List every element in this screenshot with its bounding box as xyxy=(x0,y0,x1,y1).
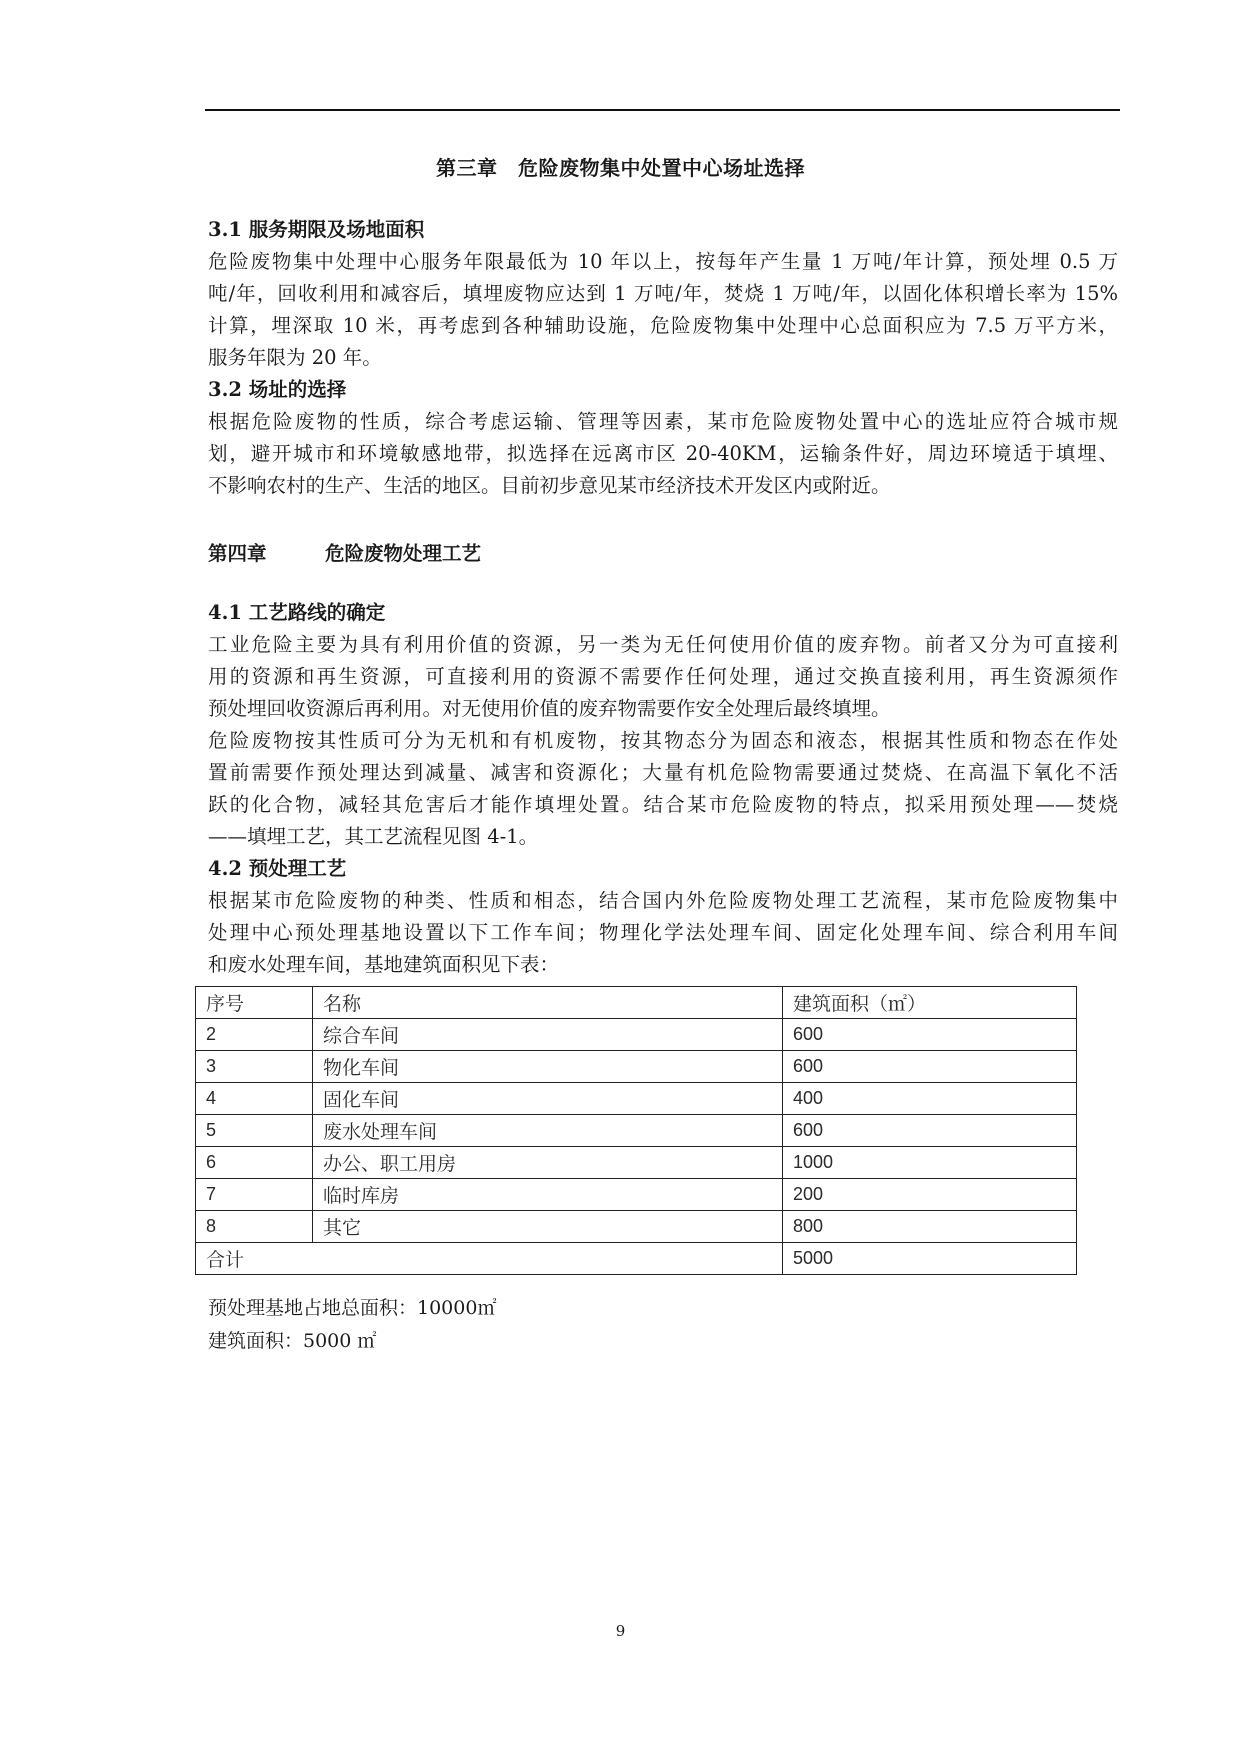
table-cell: 6 xyxy=(196,1147,313,1179)
table-cell: 固化车间 xyxy=(313,1083,783,1115)
header-cell: 名称 xyxy=(313,987,783,1019)
table-cell: 综合车间 xyxy=(313,1019,783,1051)
table-cell: 800 xyxy=(783,1211,1077,1243)
text-line: 置前需要作预处理达到减量、减害和资源化；大量有机危险物需要通过焚烧、在高温下氧化不活 xyxy=(208,761,1118,784)
text-line: 预处埋回收资源后再利用。对无使用价值的废弃物需要作安全处理后最终填埋。 xyxy=(208,697,891,720)
section-3-1 xyxy=(208,214,1118,502)
text-line: ——填埋工艺，其工艺流程见图 4-1。 xyxy=(208,825,539,848)
table-cell: 办公、职工用房 xyxy=(313,1147,783,1179)
table-cell: 600 xyxy=(783,1019,1077,1051)
table-cell: 其它 xyxy=(313,1211,783,1243)
section-3-2-heading: 3.2 场址的选择 xyxy=(208,378,347,401)
text-line: 处理中心预处理基地设置以下工作车间；物理化学法处理车间、固定化处理车间、综合利用车间 xyxy=(208,921,1118,944)
building-area-table xyxy=(195,986,1077,1275)
table-cell: 5 xyxy=(196,1115,313,1147)
section-4-1 xyxy=(208,597,1118,981)
text-line: 危险废物集中处理中心服务年限最低为 10 年以上，按每年产生量 1 万吨/年计算，预处埋 0.5 万 xyxy=(208,250,1118,273)
text-line: 跃的化合物，减轻其危害后才能作填埋处置。结合某市危险废物的特点，拟采用预处理——焚烧 xyxy=(208,793,1118,816)
header-cell: 序号 xyxy=(196,987,313,1019)
text-line: 吨/年，回收利用和减容后，填埋废物应达到 1 万吨/年，焚烧 1 万吨/年，以固化体积增长率为 15% xyxy=(208,282,1118,305)
text-line: 根据某市危险废物的种类、性质和相态，结合国内外危险废物处理工艺流程，某市危险废物集中 xyxy=(208,889,1118,912)
header-cell: 建筑面积（㎡） xyxy=(783,987,1077,1019)
text-line: 划，避开城市和环境敏感地带，拟选择在远离市区 20-40KM，运输条件好，周边环境适于填埋、 xyxy=(208,442,1118,465)
table-row xyxy=(196,1179,1077,1211)
section-3-2-paragraph xyxy=(208,406,1118,502)
text-line: 工业危险主要为具有利用价值的资源，另一类为无任何使用价值的废弃物。前者又分为可直接利 xyxy=(208,633,1118,656)
page-number: 9 xyxy=(615,1622,626,1640)
text-line: 根据危险废物的性质，综合考虑运输、管理等因素，某市危险废物处置中心的选址应符合城市规 xyxy=(208,410,1118,433)
table-cell: 临时库房 xyxy=(313,1179,783,1211)
table-cell: 2 xyxy=(196,1019,313,1051)
text-line: 服务年限为 20 年。 xyxy=(208,346,382,369)
table-row xyxy=(196,1083,1077,1115)
section-3-1-paragraph xyxy=(208,246,1118,374)
table-total-row xyxy=(196,1243,1077,1275)
table-cell: 1000 xyxy=(783,1147,1077,1179)
table-cell: 4 xyxy=(196,1083,313,1115)
table-header-row xyxy=(196,987,1077,1019)
table-cell: 物化车间 xyxy=(313,1051,783,1083)
table-cell: 200 xyxy=(783,1179,1077,1211)
section-4-2-paragraph xyxy=(208,885,1118,981)
chapter3-title: 第三章 危险废物集中处置中心场址选择 xyxy=(436,156,805,180)
header-rule xyxy=(205,109,1120,111)
table-cell: 8 xyxy=(196,1211,313,1243)
text-line: 不影响农村的生产、生活的地区。目前初步意见某市经济技术开发区内或附近。 xyxy=(208,474,891,497)
table-cell: 废水处理车间 xyxy=(313,1115,783,1147)
table-row xyxy=(196,1211,1077,1243)
table-row xyxy=(196,1019,1077,1051)
text-line: 用的资源和再生资源，可直接利用的资源不需要作任何处理，通过交换直接利用，再生资源须作 xyxy=(208,665,1118,688)
table-cell: 3 xyxy=(196,1051,313,1083)
table-cell: 7 xyxy=(196,1179,313,1211)
total-value-cell: 5000 xyxy=(783,1243,1077,1275)
total-label-cell: 合计 xyxy=(196,1243,783,1275)
table-cell: 600 xyxy=(783,1115,1077,1147)
table-row xyxy=(196,1051,1077,1083)
table-cell: 400 xyxy=(783,1083,1077,1115)
section-4-1-paragraph-2 xyxy=(208,725,1118,853)
table-row xyxy=(196,1115,1077,1147)
text-line: 计算，埋深取 10 米，再考虑到各种辅助设施，危险废物集中处理中心总面积应为 7.5 万平方米， xyxy=(208,314,1118,337)
table-row xyxy=(196,1147,1077,1179)
chapter4-title: 第四章 危险废物处理工艺 xyxy=(208,542,482,565)
section-4-1-paragraph-1 xyxy=(208,629,1118,725)
section-4-2-heading: 4.2 预处理工艺 xyxy=(208,857,347,880)
section-3-1-heading: 3.1 服务期限及场地面积 xyxy=(208,218,425,241)
text-line: 危险废物按其性质可分为无机和有机废物，按其物态分为固态和液态，根据其性质和物态在作处 xyxy=(208,729,1118,752)
text-line: 和废水处理车间，基地建筑面积见下表： xyxy=(208,953,560,976)
building-area-note: 建筑面积：5000 ㎡ xyxy=(208,1330,377,1352)
section-4-1-heading: 4.1 工艺路线的确定 xyxy=(208,601,386,624)
table-cell: 600 xyxy=(783,1051,1077,1083)
site-area-note: 预处理基地占地总面积：10000㎡ xyxy=(208,1297,497,1319)
